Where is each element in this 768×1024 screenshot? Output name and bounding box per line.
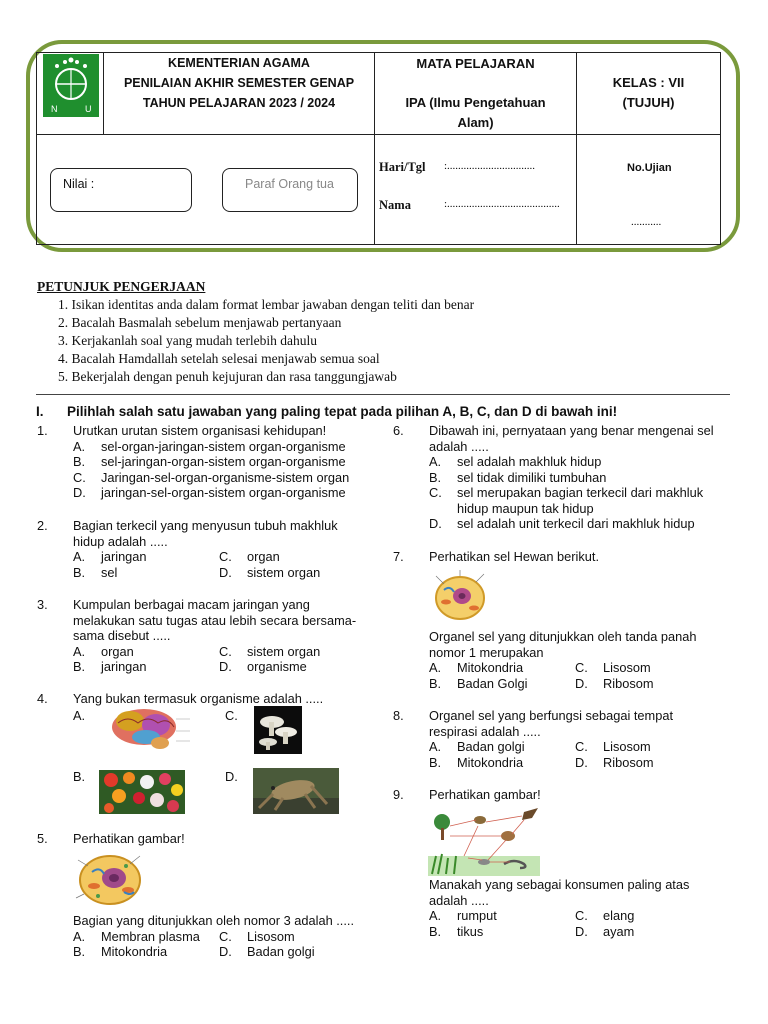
- question-text: Dibawah ini, pernyataan yang benar mengenai sel: [429, 423, 714, 438]
- option-c[interactable]: organ: [247, 549, 280, 564]
- animal-cell-image[interactable]: [430, 568, 490, 626]
- option-letter: C.: [575, 739, 588, 754]
- option-c[interactable]: Lisosom: [603, 739, 651, 754]
- parent-signature-label: Paraf Orang tua: [245, 177, 334, 191]
- option-letter: B.: [73, 454, 86, 469]
- identity-cell: [375, 135, 577, 245]
- class-text-2: (TUJUH): [622, 95, 675, 110]
- instruction-item: 2. Bacalah Basmalah sebelum menjawab pertanyaan: [58, 315, 342, 330]
- question-text: respirasi adalah .....: [429, 723, 541, 739]
- option-letter: A.: [429, 454, 442, 469]
- option-letter: D.: [73, 485, 86, 500]
- question-text: Perhatikan gambar!: [429, 787, 541, 802]
- option-d[interactable]: jaringan-sel-organ-sistem organ-organisme: [101, 485, 346, 500]
- question-number: 5.: [37, 831, 48, 846]
- option-a[interactable]: Badan golgi: [457, 739, 525, 754]
- nilai-box[interactable]: [50, 168, 192, 212]
- question-text: Yang bukan termasuk organisme adalah .....: [73, 691, 324, 706]
- exam-number-cell: [577, 135, 721, 245]
- question-text: Perhatikan sel Hewan berikut.: [429, 549, 600, 564]
- option-letter: C.: [575, 908, 588, 923]
- option-b[interactable]: tikus: [457, 923, 484, 939]
- option-b[interactable]: Mitokondria: [457, 754, 524, 770]
- question-text: melakukan satu tugas atau lebih secara bersama-: [73, 612, 357, 628]
- option-letter: C.: [575, 660, 588, 675]
- question-number: 7.: [393, 549, 404, 564]
- section-number: I.: [36, 404, 44, 419]
- option-b[interactable]: Badan Golgi: [457, 675, 528, 691]
- divider: [36, 394, 730, 395]
- date-field[interactable]: :................................: [444, 160, 536, 172]
- option-b[interactable]: sel tidak dimiliki tumbuhan: [457, 469, 607, 485]
- option-a[interactable]: Mitokondria: [457, 660, 524, 675]
- question-number: 9.: [393, 787, 404, 802]
- question-text: Organel sel yang ditunjukkan oleh tanda panah: [429, 629, 697, 644]
- question-text: hidup adalah .....: [73, 533, 168, 549]
- question-text: Urutkan urutan sistem organisasi kehidupan!: [73, 423, 327, 438]
- question-number: 8.: [393, 708, 404, 723]
- option-letter: B.: [73, 769, 86, 784]
- option-a[interactable]: jaringan: [101, 549, 147, 564]
- option-b[interactable]: jaringan: [101, 659, 147, 674]
- option-letter: C.: [219, 928, 232, 944]
- header-table: [36, 52, 721, 245]
- instruction-item: 5. Bekerjalah dengan penuh kejujuran dan rasa tanggungjawab: [58, 369, 397, 384]
- food-web-image[interactable]: [428, 806, 540, 876]
- option-c[interactable]: sistem organ: [247, 643, 321, 659]
- mushroom-image[interactable]: [254, 706, 302, 754]
- option-letter: A.: [429, 660, 442, 675]
- option-d[interactable]: Badan golgi: [247, 944, 315, 959]
- option-a[interactable]: organ: [101, 643, 134, 659]
- instructions-title: PETUNJUK PENGERJAAN: [37, 279, 206, 294]
- option-letter: B.: [429, 754, 442, 770]
- subject-name-2: Alam): [457, 115, 494, 130]
- option-b[interactable]: sel-jaringan-organ-sistem organ-organisme: [101, 454, 346, 469]
- name-field[interactable]: :.........................................: [444, 198, 560, 210]
- question-text: sama disebut .....: [73, 628, 171, 643]
- flowers-image[interactable]: [99, 770, 185, 814]
- cell-diagram-image[interactable]: [74, 848, 144, 910]
- option-letter: C.: [225, 708, 238, 723]
- option-d[interactable]: ayam: [603, 923, 635, 939]
- year-text: TAHUN PELAJARAN 2023 / 2024: [142, 96, 336, 110]
- option-d[interactable]: Ribosom: [603, 754, 654, 770]
- question-number: 4.: [37, 691, 48, 706]
- question-text: Kumpulan berbagai macam jaringan yang: [73, 597, 310, 612]
- option-a[interactable]: Membran plasma: [101, 928, 200, 944]
- question-2: [37, 518, 377, 582]
- option-letter: A.: [73, 438, 86, 454]
- logo-cell: [37, 53, 104, 135]
- option-letter: C.: [219, 549, 232, 564]
- option-d[interactable]: Ribosom: [603, 675, 654, 691]
- option-d[interactable]: organisme: [247, 659, 307, 674]
- option-letter: C.: [73, 469, 86, 485]
- question-3: [37, 597, 382, 677]
- option-letter: D.: [219, 659, 232, 674]
- option-letter: D.: [225, 769, 238, 784]
- date-label: Hari/Tgl: [379, 160, 426, 174]
- option-letter: D.: [575, 754, 588, 770]
- exam-number-label: No.Ujian: [627, 162, 672, 174]
- nilai-label: Nilai :: [63, 177, 95, 191]
- question-text: Bagian yang ditunjukkan oleh nomor 3 adalah .....: [73, 913, 355, 928]
- option-a[interactable]: sel adalah makhluk hidup: [457, 454, 602, 469]
- question-1: [37, 423, 377, 503]
- option-letter: D.: [429, 516, 442, 531]
- option-a[interactable]: sel-organ-jaringan-sistem organ-organisme: [101, 438, 346, 454]
- ministry-text: KEMENTERIAN AGAMA: [168, 56, 310, 70]
- svg-text:U: U: [85, 104, 92, 114]
- option-letter: D.: [575, 675, 588, 691]
- subject-name: IPA (Ilmu Pengetahuan: [405, 95, 546, 110]
- subject-cell: [375, 53, 577, 135]
- question-number: 6.: [393, 423, 404, 438]
- option-letter: B.: [429, 675, 442, 691]
- question-text: Bagian terkecil yang menyusun tubuh makhluk: [73, 518, 338, 533]
- exam-text: PENILAIAN AKHIR SEMESTER GENAP: [123, 76, 355, 90]
- question-text: adalah .....: [429, 892, 489, 908]
- question-text: Perhatikan gambar!: [73, 831, 185, 846]
- class-cell: [577, 53, 721, 135]
- option-letter: A.: [429, 908, 442, 923]
- option-letter: A.: [73, 708, 86, 723]
- nu-logo: [43, 54, 99, 117]
- option-letter: A.: [73, 928, 86, 944]
- option-letter: D.: [219, 564, 232, 580]
- name-label: Nama: [379, 198, 411, 212]
- option-letter: B.: [73, 659, 86, 674]
- option-letter: B.: [73, 564, 86, 580]
- option-letter: C.: [219, 643, 232, 659]
- option-d[interactable]: sel adalah unit terkecil dari makhluk hidup: [457, 516, 695, 531]
- section-instruction: Pilihlah salah satu jawaban yang paling tepat pada pilihan A, B, C, dan D di bawah ini!: [67, 404, 618, 419]
- question-text: Manakah yang sebagai konsumen paling atas: [429, 877, 690, 892]
- subject-label: MATA PELAJARAN: [416, 56, 535, 71]
- option-c[interactable]: sel merupakan bagian terkecil dari makhluk: [457, 485, 704, 500]
- question-number: 3.: [37, 597, 48, 612]
- option-letter: D.: [575, 923, 588, 939]
- question-number: 1.: [37, 423, 48, 438]
- option-letter: A.: [73, 549, 86, 564]
- option-c[interactable]: Lisosom: [247, 928, 295, 944]
- option-letter: A.: [429, 739, 442, 754]
- option-letter: C.: [429, 485, 442, 500]
- option-c-continued[interactable]: hidup maupun tak hidup: [457, 500, 594, 516]
- instruction-item: 3. Kerjakanlah soal yang mudah terlebih dahulu: [58, 333, 318, 348]
- question-6: [393, 423, 738, 533]
- svg-text:N: N: [51, 104, 58, 114]
- exam-number-field[interactable]: ...........: [631, 216, 662, 228]
- question-text: adalah .....: [429, 438, 489, 454]
- option-b[interactable]: sel: [101, 564, 118, 580]
- option-letter: B.: [429, 923, 442, 939]
- frog-image[interactable]: [253, 768, 339, 814]
- question-8: [393, 708, 738, 772]
- parent-signature-box[interactable]: [222, 168, 358, 212]
- option-d[interactable]: sistem organ: [247, 564, 321, 580]
- question-text: Organel sel yang berfungsi sebagai tempat: [429, 708, 674, 723]
- brain-image[interactable]: [104, 705, 192, 755]
- option-letter: D.: [219, 944, 232, 959]
- instructions-list: [58, 296, 474, 386]
- option-letter: A.: [73, 643, 86, 659]
- institution-cell: [104, 53, 375, 135]
- option-c[interactable]: Jaringan-sel-organ-organisme-sistem organ: [101, 469, 350, 485]
- option-letter: B.: [73, 944, 86, 959]
- option-letter: B.: [429, 469, 442, 485]
- section-heading: [36, 404, 618, 419]
- instruction-item: 4. Bacalah Hamdallah setelah selesai menjawab semua soal: [58, 351, 380, 366]
- instruction-item: 1. Isikan identitas anda dalam format lembar jawaban dengan teliti dan benar: [58, 297, 475, 312]
- option-b[interactable]: Mitokondria: [101, 944, 168, 959]
- option-a[interactable]: rumput: [457, 908, 497, 923]
- option-c[interactable]: Lisosom: [603, 660, 651, 675]
- question-text: nomor 1 merupakan: [429, 644, 544, 660]
- question-number: 2.: [37, 518, 48, 533]
- option-c[interactable]: elang: [603, 908, 635, 923]
- class-text: KELAS : VII: [612, 75, 685, 90]
